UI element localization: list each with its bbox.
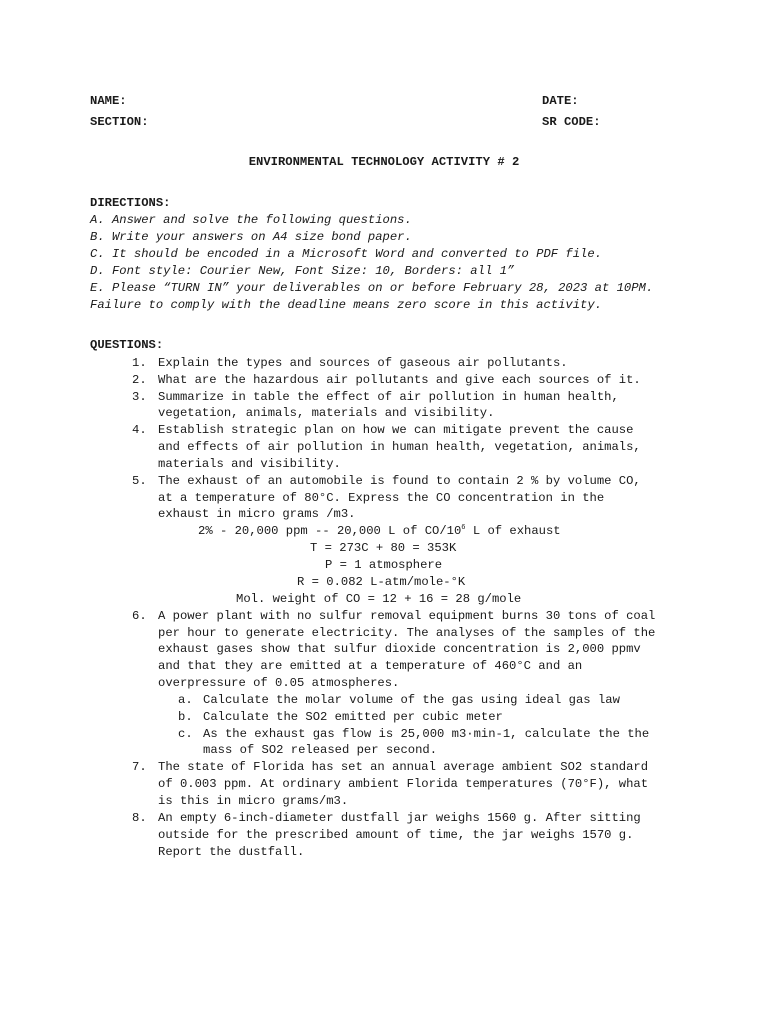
calc-line: T = 273C + 80 = 353K — [310, 541, 457, 555]
sr-code-label: SR CODE: — [542, 115, 601, 129]
question-text: is this in micro grams/m3. — [158, 794, 349, 808]
question-text: materials and visibility. — [158, 457, 341, 471]
question-number: 4. — [132, 423, 147, 437]
direction-item: D. Font style: Courier New, Font Size: 10, Borders: all 1” — [90, 264, 515, 278]
question-text: The state of Florida has set an annual average ambient SO2 standard — [158, 760, 649, 774]
page-title: ENVIRONMENTAL TECHNOLOGY ACTIVITY # 2 — [248, 155, 520, 169]
direction-item: C. It should be encoded in a Microsoft Word and converted to PDF file. — [90, 247, 602, 261]
question-number: 5. — [132, 474, 147, 488]
question-text: Summarize in table the effect of air pollution in human health, — [158, 390, 619, 404]
sub-item-letter: c. — [178, 727, 193, 741]
question-number: 7. — [132, 760, 147, 774]
question-text: A power plant with no sulfur removal equipment burns 30 tons of coal — [158, 609, 656, 623]
question-text: What are the hazardous air pollutants and give each sources of it. — [158, 373, 641, 387]
question-text: overpressure of 0.05 atmospheres. — [158, 676, 400, 690]
question-text: and that they are emitted at a temperature of 460°C and an — [158, 659, 583, 673]
sub-item-text: Calculate the SO2 emitted per cubic meter — [203, 710, 503, 724]
calc-line: P = 1 atmosphere — [325, 558, 443, 572]
sub-item-letter: b. — [178, 710, 193, 724]
question-number: 1. — [132, 356, 147, 370]
question-text: of 0.003 ppm. At ordinary ambient Florida temperatures (70°F), what — [158, 777, 649, 791]
question-text: Report the dustfall. — [158, 845, 305, 859]
calc-line-text: L of exhaust — [465, 524, 561, 538]
question-text: and effects of air pollution in human health, vegetation, animals, — [158, 440, 641, 454]
question-text: The exhaust of an automobile is found to contain 2 % by volume CO, — [158, 474, 641, 488]
direction-item: B. Write your answers on A4 size bond paper. — [90, 230, 412, 244]
calc-line: Mol. weight of CO = 12 + 16 = 28 g/mole — [236, 592, 522, 606]
sub-item-letter: a. — [178, 693, 193, 707]
question-number: 8. — [132, 811, 147, 825]
calc-line-text: 2% - 20,000 ppm -- 20,000 L of CO/10 — [198, 524, 462, 538]
question-text: exhaust in micro grams /m3. — [158, 507, 356, 521]
question-text: An empty 6-inch-diameter dustfall jar weighs 1560 g. After sitting — [158, 811, 641, 825]
name-label: NAME: — [90, 94, 127, 108]
question-text: outside for the prescribed amount of time, the jar weighs 1570 g. — [158, 828, 634, 842]
calc-exponent: 6 — [461, 524, 466, 532]
questions-heading: QUESTIONS: — [90, 338, 164, 352]
question-text: Explain the types and sources of gaseous air pollutants. — [158, 356, 568, 370]
question-number: 6. — [132, 609, 147, 623]
question-number: 2. — [132, 373, 147, 387]
sub-item-text: Calculate the molar volume of the gas using ideal gas law — [203, 693, 620, 707]
question-number: 3. — [132, 390, 147, 404]
direction-item: A. Answer and solve the following questions. — [90, 213, 412, 227]
date-label: DATE: — [542, 94, 579, 108]
direction-item: Failure to comply with the deadline means zero score in this activity. — [90, 298, 602, 312]
calc-line — [198, 523, 561, 540]
question-text: vegetation, animals, materials and visibility. — [158, 406, 495, 420]
question-text: exhaust gases show that sulfur dioxide concentration is 2,000 ppmv — [158, 642, 641, 656]
question-text: per hour to generate electricity. The analyses of the samples of the — [158, 626, 656, 640]
direction-item: E. Please “TURN IN” your deliverables on or before February 28, 2023 at 10PM. — [90, 281, 654, 295]
question-text: at a temperature of 80°C. Express the CO concentration in the — [158, 491, 605, 505]
sub-item-text: mass of SO2 released per second. — [203, 743, 438, 757]
section-label: SECTION: — [90, 115, 149, 129]
calc-line: R = 0.082 L-atm/mole-°K — [297, 575, 466, 589]
directions-heading: DIRECTIONS: — [90, 196, 171, 210]
question-text: Establish strategic plan on how we can mitigate prevent the cause — [158, 423, 634, 437]
sub-item-text: As the exhaust gas flow is 25,000 m3·min-1, calculate the the — [203, 727, 650, 741]
